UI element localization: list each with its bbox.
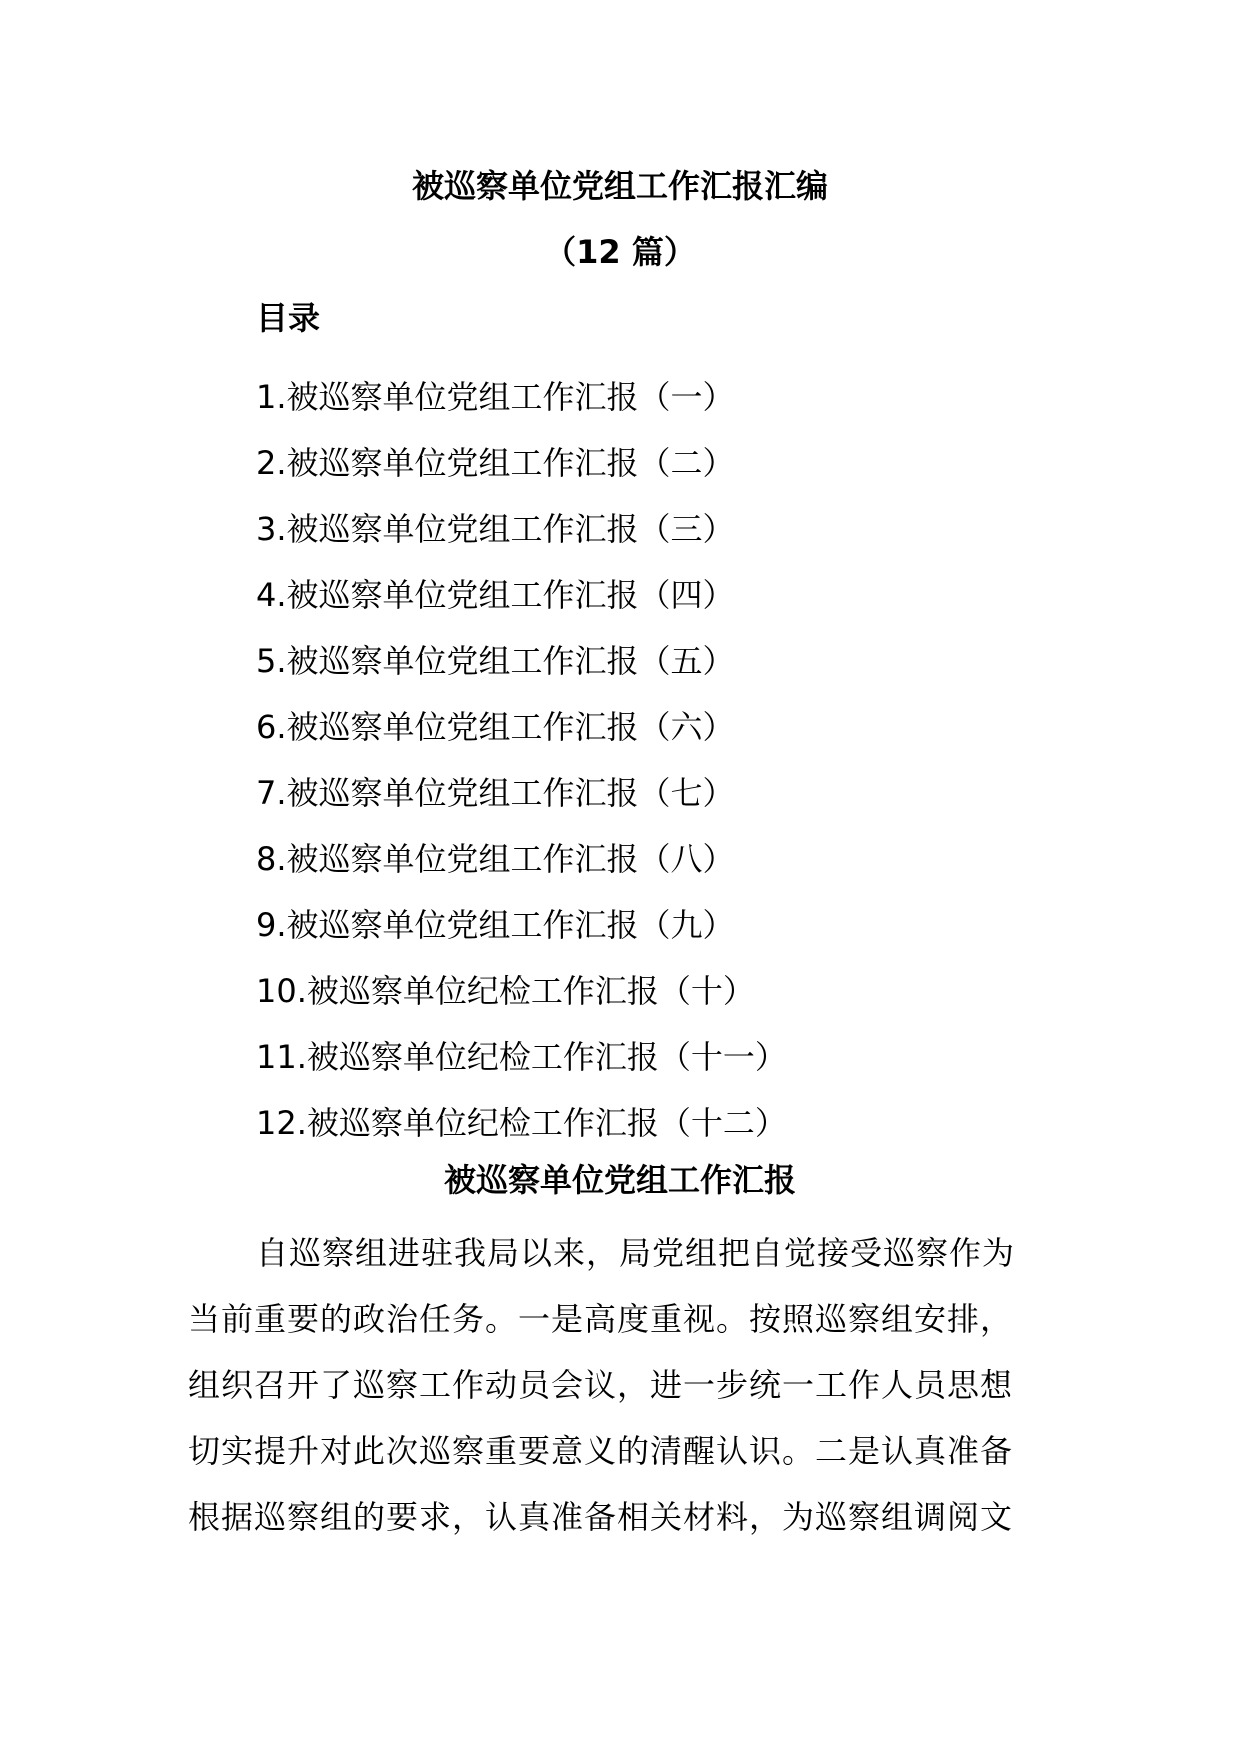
document-title: 被巡察单位党组工作汇报汇编	[411, 167, 828, 205]
toc-item-11[interactable]: 11.被巡察单位纪检工作汇报（十一）	[256, 1038, 787, 1076]
toc-item-7[interactable]: 7.被巡察单位党组工作汇报（七）	[256, 774, 735, 812]
toc-item-8[interactable]: 8.被巡察单位党组工作汇报（八）	[256, 840, 735, 878]
toc-item-10[interactable]: 10.被巡察单位纪检工作汇报（十）	[256, 972, 755, 1010]
body-line-4: 切实提升对此次巡察重要意义的清醒认识。二是认真准备	[188, 1432, 1014, 1470]
toc-item-5[interactable]: 5.被巡察单位党组工作汇报（五）	[256, 642, 735, 680]
body-line-1: 自巡察组进驻我局以来，局党组把自觉接受巡察作为	[256, 1234, 1016, 1272]
toc-heading: 目录	[256, 299, 321, 337]
toc-item-12[interactable]: 12.被巡察单位纪检工作汇报（十二）	[256, 1104, 787, 1142]
section-title: 被巡察单位党组工作汇报	[443, 1161, 796, 1199]
body-line-3: 组织召开了巡察工作动员会议，进一步统一工作人员思想	[188, 1366, 1014, 1404]
body-line-2: 当前重要的政治任务。一是高度重视。按照巡察组安排，	[188, 1300, 1014, 1338]
body-line-5: 根据巡察组的要求，认真准备相关材料，为巡察组调阅文	[188, 1498, 1014, 1536]
body-paragraph	[188, 1220, 1058, 1550]
toc-item-1[interactable]: 1.被巡察单位党组工作汇报（一）	[256, 378, 735, 416]
toc-item-3[interactable]: 3.被巡察单位党组工作汇报（三）	[256, 510, 735, 548]
toc-item-2[interactable]: 2.被巡察单位党组工作汇报（二）	[256, 444, 735, 482]
toc-item-9[interactable]: 9.被巡察单位党组工作汇报（九）	[256, 906, 735, 944]
document-subtitle: （12 篇）	[544, 233, 696, 271]
toc-item-4[interactable]: 4.被巡察单位党组工作汇报（四）	[256, 576, 735, 614]
toc-item-6[interactable]: 6.被巡察单位党组工作汇报（六）	[256, 708, 735, 746]
table-of-contents	[256, 364, 787, 1156]
